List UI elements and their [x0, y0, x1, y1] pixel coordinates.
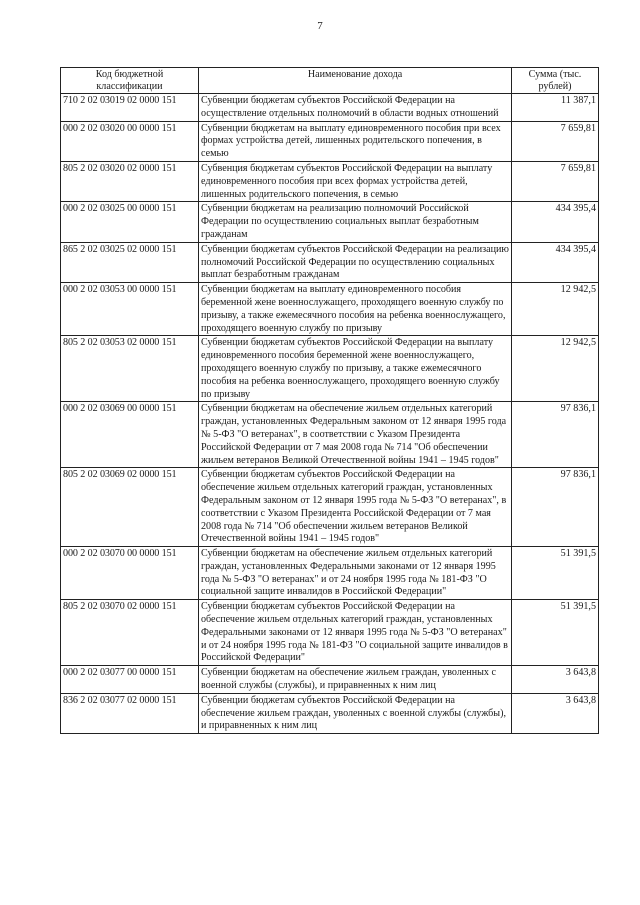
- table-row: [61, 547, 599, 600]
- table-row: [61, 468, 599, 547]
- amount-cell: 51 391,5: [512, 547, 599, 600]
- revenue-name-cell: Субвенции бюджетам субъектов Российской Федерации на обеспечение жильем отдельных категорий граждан, установленных Федеральным законом от 12 января 1995 года № 5-ФЗ "О ветеранах", в соответствии с Указом Президента Российской Федерации от 7 мая 2008 года № 714 "Об обеспечении жильем ветеранов Великой Отечественной войны 1941 – 1945 годов": [199, 468, 512, 547]
- table-row: [61, 121, 599, 161]
- revenue-name-cell: Субвенции бюджетам на выплату единовременного пособия при всех формах устройства детей, лишенных родительского попечения, в семью: [199, 121, 512, 161]
- table-row: [61, 402, 599, 468]
- table-row: [61, 283, 599, 336]
- revenue-name-cell: Субвенции бюджетам субъектов Российской Федерации на обеспечение жильем отдельных категорий граждан, установленных Федеральными законами от 12 января 1995 года № 5-ФЗ "О ветеранах" и от 24 ноября 1995 года № 181-ФЗ "О социальной защите инвалидов в Российской Федерации": [199, 600, 512, 666]
- amount-cell: 7 659,81: [512, 161, 599, 201]
- revenue-name-cell: Субвенции бюджетам на выплату единовременного пособия беременной жене военнослужащего, проходящего военную службу по призыву, а также ежемесячного пособия на ребенка военнослужащего, проходящего военную службу по призыву: [199, 283, 512, 336]
- budget-code-cell: 836 2 02 03077 02 0000 151: [61, 693, 199, 733]
- amount-cell: 3 643,8: [512, 693, 599, 733]
- amount-cell: 434 395,4: [512, 202, 599, 242]
- revenue-name-cell: Субвенция бюджетам субъектов Российской Федерации на выплату единовременного пособия при всех формах устройства детей, лишенных родительского попечения, в семью: [199, 161, 512, 201]
- budget-code-cell: 805 2 02 03020 02 0000 151: [61, 161, 199, 201]
- amount-cell: 12 942,5: [512, 336, 599, 402]
- header-amount: Сумма (тыс. рублей): [512, 68, 599, 94]
- revenue-name-cell: Субвенции бюджетам субъектов Российской Федерации на реализацию полномочий Российской Федерации по осуществлению социальных выплат безработным гражданам: [199, 242, 512, 282]
- budget-code-cell: 865 2 02 03025 02 0000 151: [61, 242, 199, 282]
- table-header-row: [61, 68, 599, 94]
- header-code: Код бюджетной классификации: [61, 68, 199, 94]
- budget-revenue-table: [60, 67, 599, 734]
- budget-code-cell: 710 2 02 03019 02 0000 151: [61, 94, 199, 122]
- table-row: [61, 202, 599, 242]
- table-row: [61, 161, 599, 201]
- revenue-name-cell: Субвенции бюджетам на обеспечение жильем отдельных категорий граждан, установленных Федеральными законами от 12 января 1995 года № 5-ФЗ "О ветеранах" и от 24 ноября 1995 года № 181-ФЗ "О социальной защите инвалидов в Российской Федерации": [199, 547, 512, 600]
- budget-code-cell: 805 2 02 03070 02 0000 151: [61, 600, 199, 666]
- amount-cell: 51 391,5: [512, 600, 599, 666]
- table-row: [61, 242, 599, 282]
- table-body: [61, 94, 599, 734]
- table-row: [61, 666, 599, 694]
- budget-code-cell: 000 2 02 03069 00 0000 151: [61, 402, 199, 468]
- revenue-name-cell: Субвенции бюджетам субъектов Российской Федерации на обеспечение жильем граждан, уволенных с военной службы (службы), и приравненных к ним лиц: [199, 693, 512, 733]
- budget-code-cell: 805 2 02 03069 02 0000 151: [61, 468, 199, 547]
- budget-code-cell: 000 2 02 03077 00 0000 151: [61, 666, 199, 694]
- amount-cell: 7 659,81: [512, 121, 599, 161]
- amount-cell: 12 942,5: [512, 283, 599, 336]
- table-row: [61, 336, 599, 402]
- amount-cell: 3 643,8: [512, 666, 599, 694]
- page-number: 7: [317, 20, 323, 32]
- budget-code-cell: 000 2 02 03070 00 0000 151: [61, 547, 199, 600]
- amount-cell: 11 387,1: [512, 94, 599, 122]
- revenue-name-cell: Субвенции бюджетам субъектов Российской Федерации на осуществление отдельных полномочий в области водных отношений: [199, 94, 512, 122]
- amount-cell: 97 836,1: [512, 402, 599, 468]
- table-row: [61, 600, 599, 666]
- table-row: [61, 693, 599, 733]
- revenue-name-cell: Субвенции бюджетам на обеспечение жильем отдельных категорий граждан, установленных Федеральным законом от 12 января 1995 года № 5-ФЗ "О ветеранах", в соответствии с Указом Президента Российской Федерации от 7 мая 2008 года № 714 "Об обеспечении жильем ветеранов Великой Отечественной войны 1941 – 1945 годов": [199, 402, 512, 468]
- revenue-name-cell: Субвенции бюджетам на обеспечение жильем граждан, уволенных с военной службы (службы), и приравненных к ним лиц: [199, 666, 512, 694]
- revenue-name-cell: Субвенции бюджетам на реализацию полномочий Российской Федерации по осуществлению социальных выплат безработным гражданам: [199, 202, 512, 242]
- budget-code-cell: 805 2 02 03053 02 0000 151: [61, 336, 199, 402]
- budget-code-cell: 000 2 02 03053 00 0000 151: [61, 283, 199, 336]
- revenue-name-cell: Субвенции бюджетам субъектов Российской Федерации на выплату единовременного пособия беременной жене военнослужащего, проходящего военную службу по призыву, а также ежемесячного пособия на ребенка военнослужащего, проходящего военную службу по призыву: [199, 336, 512, 402]
- budget-code-cell: 000 2 02 03025 00 0000 151: [61, 202, 199, 242]
- budget-code-cell: 000 2 02 03020 00 0000 151: [61, 121, 199, 161]
- header-name: Наименование дохода: [199, 68, 512, 94]
- table-row: [61, 94, 599, 122]
- amount-cell: 434 395,4: [512, 242, 599, 282]
- amount-cell: 97 836,1: [512, 468, 599, 547]
